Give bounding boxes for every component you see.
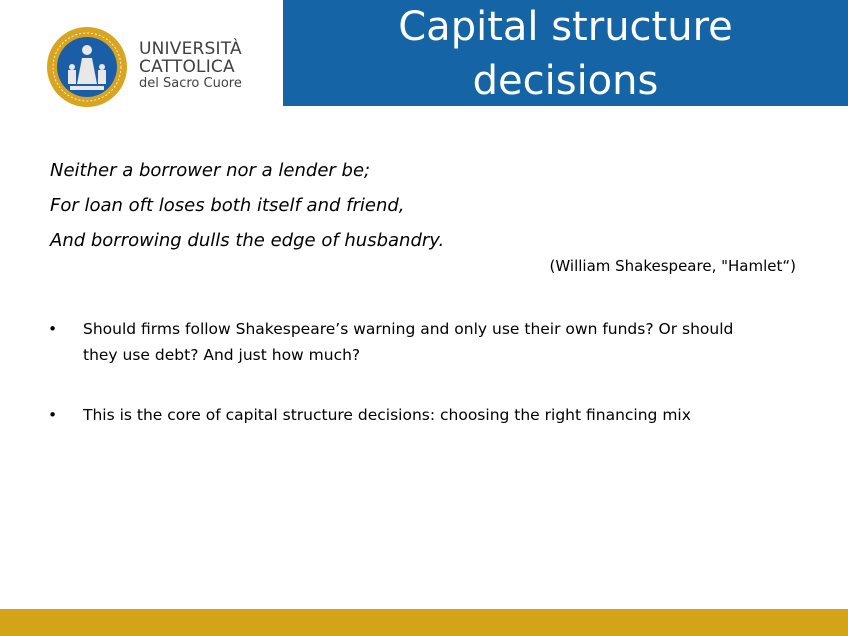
footer-bar [0, 609, 848, 636]
logo-wordmark [139, 40, 242, 91]
bullet-list [48, 316, 768, 462]
shakespeare-quote [50, 153, 444, 258]
bullet-item [48, 402, 768, 428]
title-line-2: decisions [472, 58, 659, 104]
logo-line-3: del Sacro Cuore [139, 76, 242, 91]
university-logo [46, 26, 246, 108]
quote-line-2: For loan oft loses both itself and friend, [50, 195, 405, 216]
quote-attribution: (William Shakespeare, "Hamlet“) [549, 257, 796, 275]
slide-title [283, 0, 848, 106]
logo-line-2: CATTOLICA [139, 57, 235, 77]
bullet-text: This is the core of capital structure decisions: choosing the right financing mix [83, 406, 691, 424]
quote-line-1: Neither a borrower nor a lender be; [50, 160, 371, 181]
bullet-marker: • [48, 320, 58, 338]
bullet-marker: • [48, 406, 58, 424]
title-line-1: Capital structure [398, 4, 733, 50]
quote-line-3: And borrowing dulls the edge of husbandry. [50, 230, 445, 251]
bullet-item [48, 316, 768, 368]
university-seal-icon [46, 26, 128, 108]
bullet-text: Should firms follow Shakespeare’s warning and only use their own funds? Or should they use debt? And just how much? [83, 320, 734, 364]
logo-line-1: UNIVERSITÀ [139, 39, 242, 59]
